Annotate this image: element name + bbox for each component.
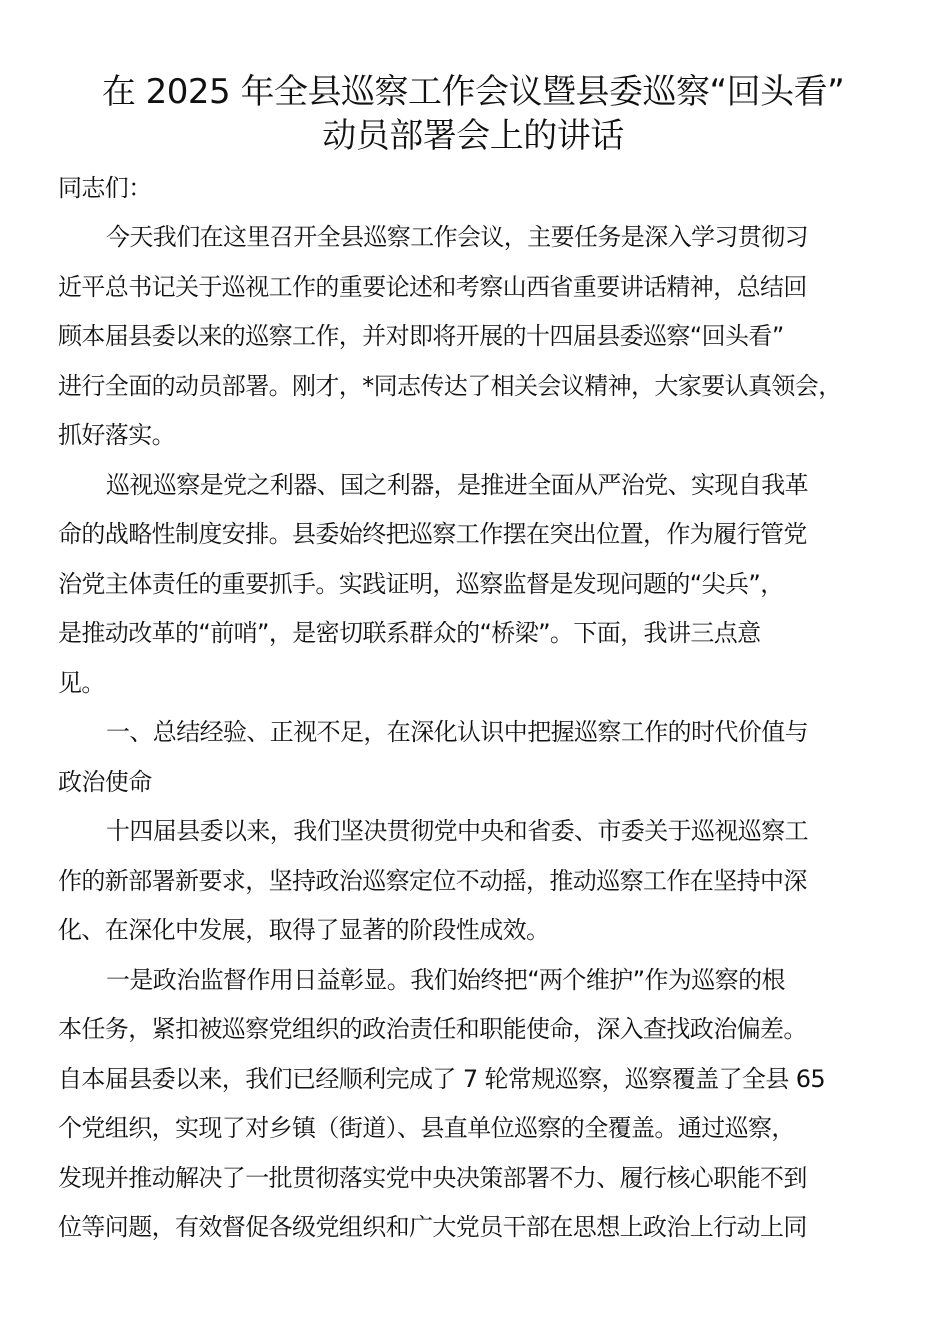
paragraph-line: 今天我们在这里召开全县巡察工作会议，主要任务是深入学习贯彻习 — [106, 223, 808, 251]
section-heading-1 — [58, 708, 888, 807]
paragraph-line: 抓好落实。 — [58, 421, 175, 449]
paragraph-line: 一是政治监督作用日益彰显。我们始终把“两个维护”作为巡察的根 — [106, 965, 785, 994]
title-line-2: 动员部署会上的讲话 — [322, 116, 624, 156]
paragraph-line: 十四届县委以来，我们坚决贯彻党中央和省委、市委关于巡视巡察工 — [106, 817, 808, 845]
paragraph-line: 治党主体责任的重要抓手。实践证明，巡察监督是发现问题的“尖兵”， — [58, 569, 784, 598]
paragraph-significance — [58, 461, 888, 709]
paragraph-intro — [58, 213, 888, 461]
title-line-1: 在 2025 年全县巡察工作会议暨县委巡察“回头看” — [101, 72, 845, 112]
paragraph-line: 命的战略性制度安排。县委始终把巡察工作摆在突出位置，作为履行管党 — [58, 520, 807, 548]
paragraph-line: 化、在深化中发展，取得了显著的阶段性成效。 — [58, 916, 550, 944]
document-page — [58, 70, 888, 1253]
paragraph-line: 巡视巡察是党之利器、国之利器，是推进全面从严治党、实现自我革 — [106, 470, 808, 499]
paragraph-political-supervision — [58, 956, 888, 1253]
heading-line: 一、总结经验、正视不足，在深化认识中把握巡察工作的时代价值与 — [106, 718, 808, 746]
document-title — [58, 70, 888, 158]
paragraph-line: 发现并推动解决了一批贯彻落实党中央决策部署不力、履行核心职能不到 — [58, 1163, 807, 1192]
paragraph-line: 顾本届县委以来的巡察工作，并对即将开展的十四届县委巡察“回头看” — [58, 322, 784, 350]
paragraph-line: 是推动改革的“前哨”，是密切联系群众的“桥梁”。下面，我讲三点意 — [58, 619, 761, 647]
paragraph-line: 自本届县委以来，我们已经顺利完成了 7 轮常规巡察，巡察覆盖了全县 65 — [58, 1064, 826, 1093]
paragraph-line: 个党组织，实现了对乡镇（街道）、县直单位巡察的全覆盖。通过巡察， — [58, 1114, 795, 1142]
paragraph-achievements — [58, 807, 888, 956]
paragraph-line: 见。 — [58, 668, 105, 697]
salutation: 同志们： — [58, 174, 152, 202]
paragraph-line: 位等问题，有效督促各级党组织和广大党员干部在思想上政治上行动上同 — [58, 1213, 807, 1241]
paragraph-line: 本任务，紧扣被巡察党组织的政治责任和职能使命，深入查找政治偏差。 — [58, 1015, 807, 1043]
paragraph-line: 进行全面的动员部署。刚才，*同志传达了相关会议精神，大家要认真领会， — [58, 371, 842, 400]
paragraph-line: 作的新部署新要求，坚持政治巡察定位不动摇，推动巡察工作在坚持中深 — [58, 866, 807, 895]
paragraph-line: 近平总书记关于巡视工作的重要论述和考察山西省重要讲话精神，总结回 — [58, 272, 807, 301]
heading-line: 政治使命 — [58, 767, 152, 796]
